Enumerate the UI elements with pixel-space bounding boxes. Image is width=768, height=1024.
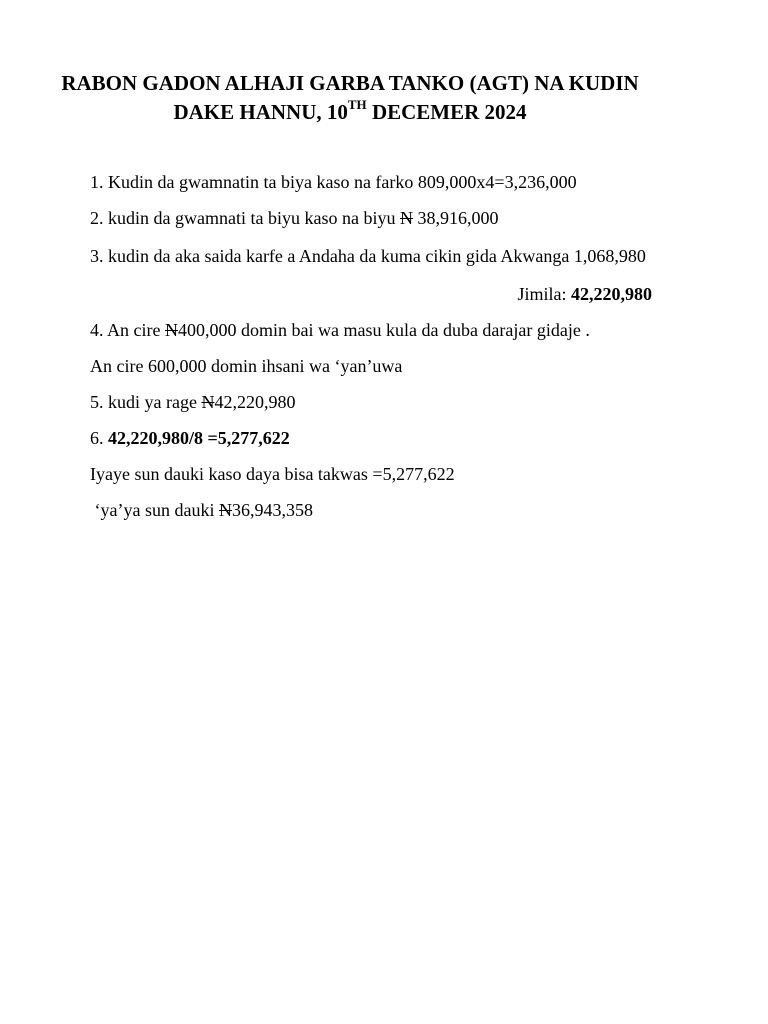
item-3: 3. kudin da aka saida karfe a Andaha da kuma cikin gida Akwanga 1,068,980 [90,246,646,266]
naira-symbol: N [218,500,232,520]
item-2 [90,207,660,229]
item-4b: An cire 600,000 domin ihsani wa ‘yan’uwa [90,356,403,376]
item-4-text: 4. An cire [90,320,165,340]
item-8-amount: 36,943,358 [231,500,313,520]
item-4-rest: 400,000 domin bai wa masu kula da duba darajar gidaje . [177,320,590,340]
item-8-text: ‘ya’ya sun dauki [90,500,219,520]
item-1: 1. Kudin da gwamnatin ta biya kaso na farko 809,000x4=3,236,000 [90,172,577,192]
total-line [90,283,652,305]
total-label: Jimila: [517,284,571,304]
item-5 [90,391,660,413]
item-7: Iyaye sun dauki kaso daya bisa takwas =5,277,622 [90,464,455,484]
item-2-amount: 38,916,000 [412,208,499,228]
item-8 [90,499,660,521]
document-body [90,171,660,535]
title-line-2 [20,98,680,127]
item-5-amount: 42,220,980 [214,392,296,412]
title-line-2-suffix: DECEMER 2024 [366,100,527,124]
title-line-2-prefix: DAKE HANNU, 10 [173,100,348,124]
naira-symbol: N [164,320,178,340]
title-line-1: RABON GADON ALHAJI GARBA TANKO (AGT) NA KUDIN [61,71,639,95]
item-6-prefix: 6. [90,428,108,448]
item-4 [90,319,660,341]
item-6 [90,427,660,449]
total-value: 42,220,980 [571,284,652,304]
title-superscript: TH [347,97,367,112]
item-5-text: 5. kudi ya rage [90,392,202,412]
document-title [20,69,680,127]
item-2-text: 2. kudin da gwamnati ta biyu kaso na biyu [90,208,400,228]
item-6-calculation: 42,220,980/8 =5,277,622 [108,428,290,448]
naira-symbol: N [399,208,413,228]
naira-symbol: N [201,392,215,412]
